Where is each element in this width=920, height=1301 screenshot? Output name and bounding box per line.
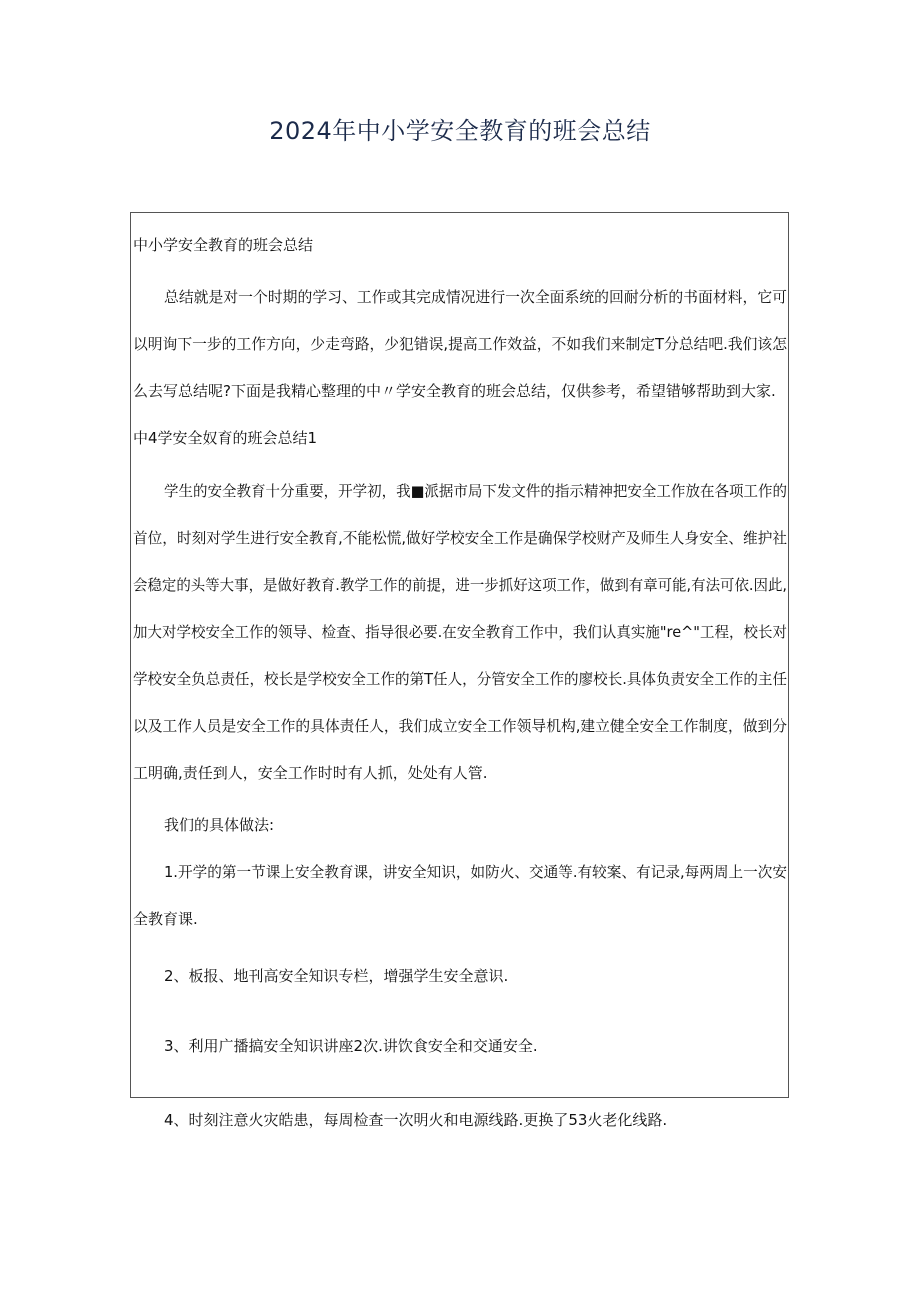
intro-line-1: 总结就是对一个时期的学习、工作或其完成情况进行一次全面系统的回耐分析的书面材料，它可 bbox=[164, 288, 787, 306]
intro-line-3: 么去写总结呢?下面是我精心整理的中〃学安全教育的班会总结，仅供参考，希望错够帮助到大家. bbox=[133, 382, 776, 400]
intro-line-2: 以明询下一步的工作方向，少走弯路，少犯错误,提高工作效益，不如我们来制定T分总结吧.我们该怎 bbox=[133, 335, 787, 353]
methods-label: 我们的具体做法: bbox=[164, 816, 275, 834]
body-line-2: 首位，时刻对学生进行安全教育,不能松慌,做好学校安全工作是确保学校财产及师生人身安全、维护社 bbox=[133, 529, 787, 547]
body-line-7: 工明确,责任到人，安全工作时时有人抓，处处有人管. bbox=[133, 764, 488, 782]
item-1-line-2: 全教育课. bbox=[133, 910, 198, 928]
document-title: 2024年中小学安全教育的班会总结 bbox=[269, 117, 651, 145]
body-line-3: 会稳定的头等大事，是做好教育.教学工作的前提，进一步抓好这项工作，做到有章可能,有法可依.因此, bbox=[133, 576, 787, 594]
item-2: 2、板报、地刊高安全知识专栏，增强学生安全意识. bbox=[164, 967, 509, 985]
item-1-line-1: 1.开学的第一节课上安全教育课，讲安全知识，如防火、交通等.有较案、有记录,每两周上一次安 bbox=[164, 863, 787, 881]
box-heading: 中小学安全教育的班会总结 bbox=[133, 236, 314, 254]
item-3: 3、利用广播搞安全知识讲座2次.讲饮食安全和交通安全. bbox=[164, 1037, 538, 1055]
item-4: 4、时刻注意火灾皓患，每周检查一次明火和电源线路.更换了53火老化线路. bbox=[164, 1111, 668, 1129]
body-line-1: 学生的安全教育十分重要，开学初，我■派据市局下发文件的指示精神把安全工作放在各项工作的 bbox=[164, 482, 787, 500]
body-line-6: 以及工作人员是安全工作的具体责任人，我们成立安全工作领导机构,建立健全安全工作制度，做到分 bbox=[133, 717, 787, 735]
section-title: 中4学安全奴育的班会总结1 bbox=[133, 429, 318, 447]
body-line-4: 加大对学校安全工作的领导、检查、指导很必要.在安全教育工作中，我们认真实施"re^"工程，校长对 bbox=[133, 623, 787, 641]
body-line-5: 学校安全负总责任，校长是学校安全工作的第T任人，分管安全工作的廖校长.具体负责安全工作的主任 bbox=[133, 670, 787, 688]
